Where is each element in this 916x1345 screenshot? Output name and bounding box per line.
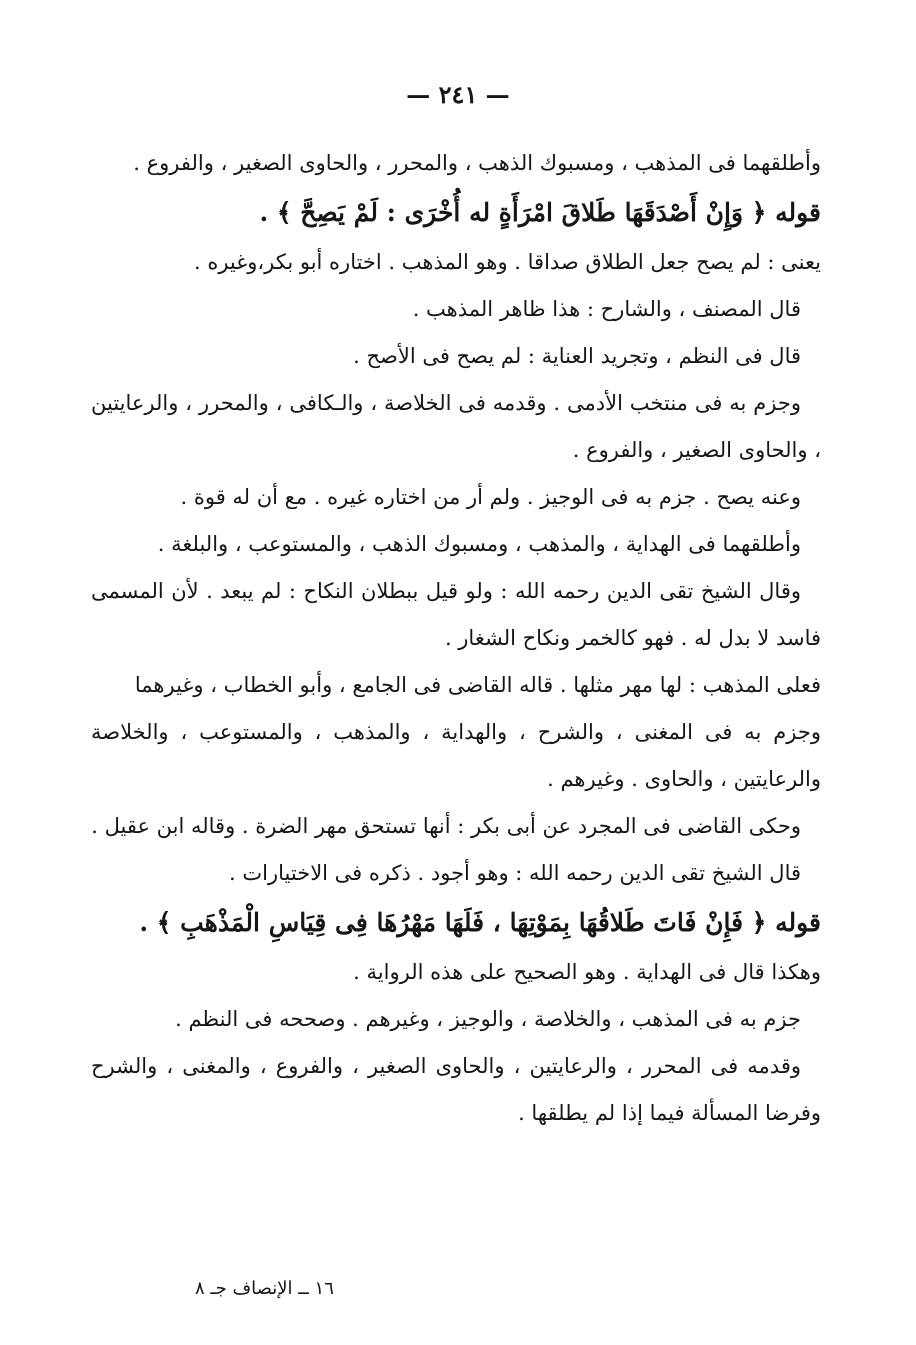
paragraph-13: قال الشيخ تقى الدين رحمه الله : وهو أجود . ذكره فى الاختيارات . — [229, 861, 801, 885]
page-number: — ٢٤١ — — [406, 80, 510, 109]
paragraph-12: وحكى القاضى فى المجرد عن أبى بكر : أنها تستحق مهر الضرة . وقاله ابن عقيل . — [91, 814, 801, 838]
paragraph-5: قال فى النظم ، وتجريد العناية : لم يصح فى الأصح . — [353, 344, 801, 368]
paragraph-11: وجزم به فى المغنى ، والشرح ، والهداية ، والمذهب ، والمستوعب ، والخلاصة والرعايتين ، والحاوى . وغيرهم . — [91, 720, 821, 791]
paragraph-6: وجزم به فى منتخب الأدمى . وقدمه فى الخلاصة ، والـكافى ، والمحرر ، والرعايتين ، والحاوى الصغير ، والفروع . — [91, 391, 821, 462]
paragraph-4: قال المصنف ، والشارح : هذا ظاهر المذهب . — [412, 297, 801, 321]
paragraph-7: وعنه يصح . جزم به فى الوجيز . ولم أر من اختاره غيره . مع أن له قوة . — [180, 485, 801, 509]
paragraph-3: يعنى : لم يصح جعل الطلاق صداقا . وهو المذهب . اختاره أبو بكر،وغيره . — [193, 250, 821, 274]
footer-signature: ١٦ ــ الإنصاف جـ ٨ — [195, 1278, 334, 1299]
paragraph-1: وأطلقهما فى المذهب ، ومسبوك الذهب ، والمحرر ، والحاوى الصغير ، والفروع . — [133, 151, 821, 175]
paragraph-9: وقال الشيخ تقى الدين رحمه الله : ولو قيل ببطلان النكاح : لم يبعد . لأن المسمى فاسد لا بدل له . فهو كالخمر ونكاح الشغار . — [91, 579, 821, 650]
paragraph-17: وقدمه فى المحرر ، والرعايتين ، والحاوى الصغير ، والفروع ، والمغنى ، والشرح وفرضا المسألة فيما إذا لم يطلقها . — [91, 1054, 821, 1125]
paragraph-16: جزم به فى المذهب ، والخلاصة ، والوجيز ، وغيرهم . وصححه فى النظم . — [175, 1007, 801, 1031]
body-text — [91, 140, 821, 1137]
quote-heading-1: قوله ﴿ وَإِنْ أَصْدَقَهَا طَلاقَ امْرَأَةٍ له أُخْرَى : لَمْ يَصِحَّ ﴾ . — [259, 198, 821, 227]
quote-heading-2: قوله ﴿ فَإِنْ فَاتَ طَلاقُهَا بِمَوْتِهَا ، فَلَهَا مَهْرُهَا فِى قِيَاسِ الْمَذْهَبِ ﴾ . — [139, 908, 821, 937]
paragraph-10: فعلى المذهب : لها مهر مثلها . قاله القاضى فى الجامع ، وأبو الخطاب ، وغيرهما — [134, 673, 821, 697]
paragraph-15: وهكذا قال فى الهداية . وهو الصحيح على هذه الرواية . — [353, 960, 821, 984]
paragraph-8: وأطلقهما فى الهداية ، والمذهب ، ومسبوك الذهب ، والمستوعب ، والبلغة . — [157, 532, 801, 556]
